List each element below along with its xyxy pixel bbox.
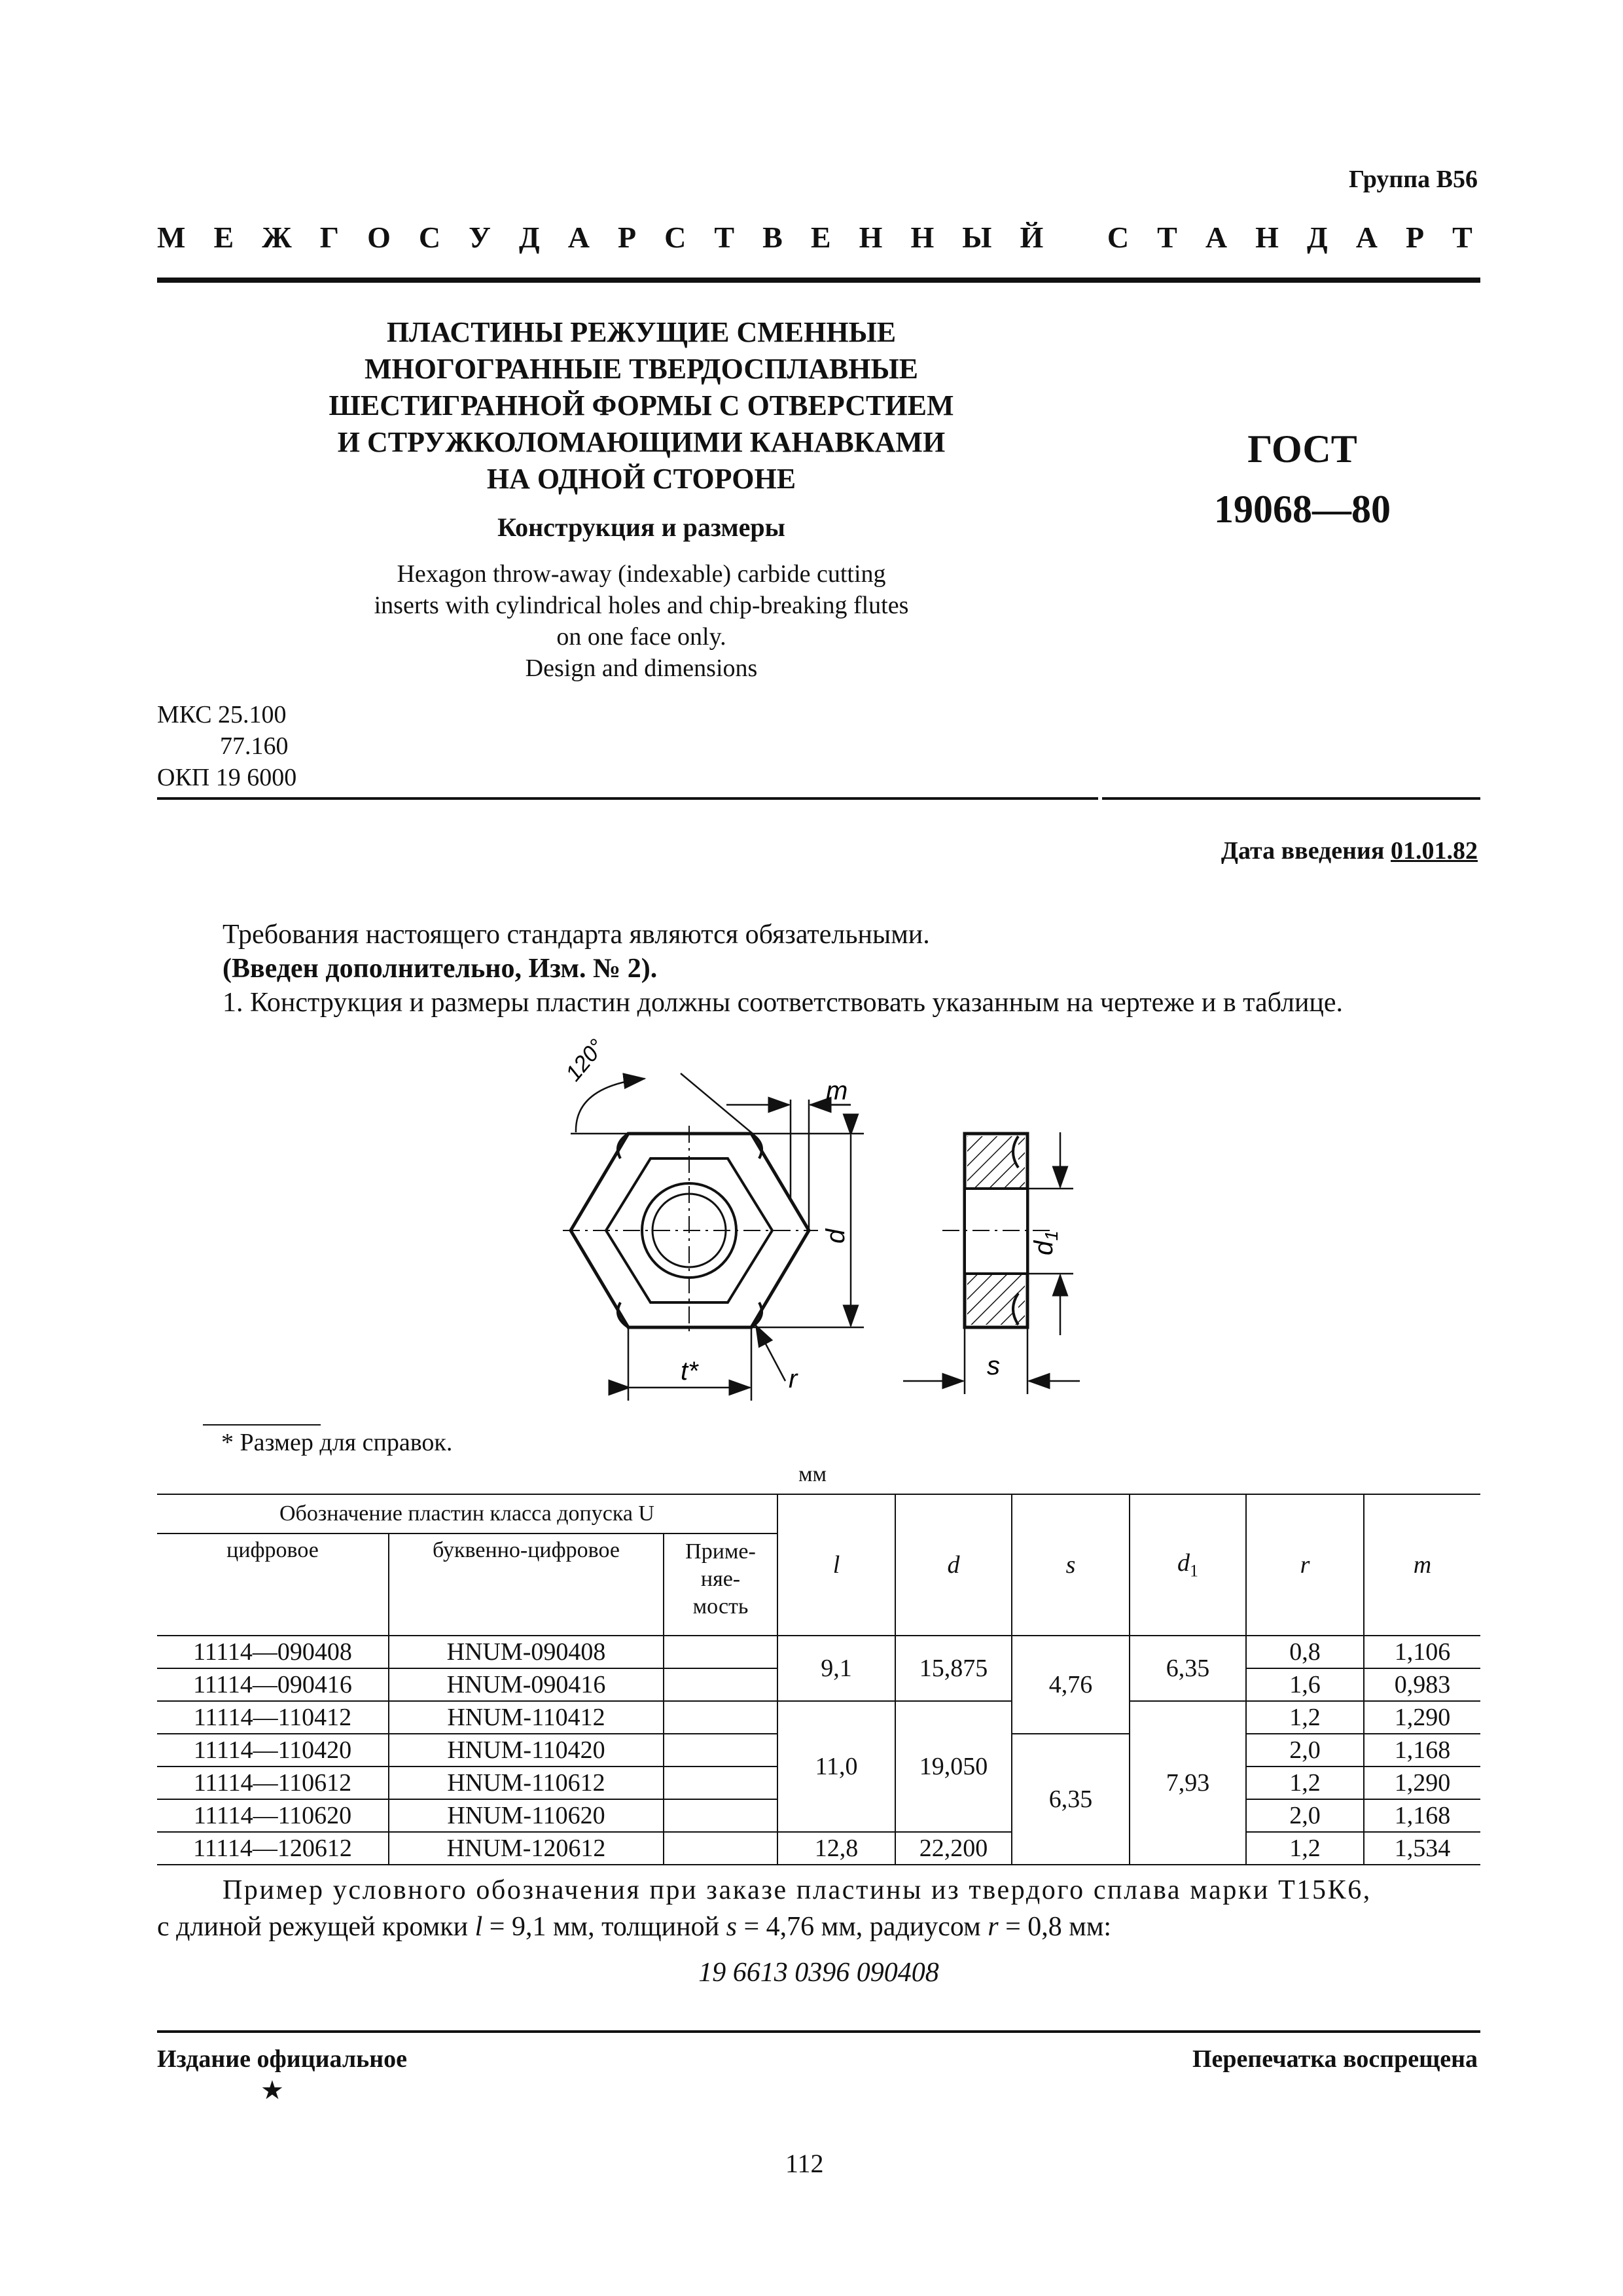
reprint-prohibited: Перепечатка воспрещена (1192, 2045, 1478, 2073)
cell-m: 1,534 (1364, 1832, 1480, 1865)
angle-dimension (571, 1073, 753, 1134)
cell-numeric: 11114—110612 (157, 1767, 389, 1799)
cell-m: 0,983 (1364, 1668, 1480, 1701)
cell-numeric: 11114—090408 (157, 1636, 389, 1668)
col-header-r: r (1246, 1494, 1364, 1636)
heading-letter: Р (1405, 221, 1425, 254)
example-line-2 (157, 1909, 1480, 1945)
heading-letter: Т (1452, 221, 1472, 254)
table-row (157, 1832, 1480, 1865)
applicability-line-2: няе- (700, 1567, 741, 1591)
heading-letter: С (1107, 221, 1130, 254)
example-text-a: с длиной режущей кромки (157, 1912, 475, 1942)
cell-l: 9,1 (777, 1636, 895, 1701)
applicability-line-3: мость (692, 1594, 749, 1619)
gost-number: 19068—80 (1214, 488, 1391, 531)
table-row (157, 1636, 1480, 1668)
hexagon-front-view (563, 1126, 818, 1335)
col-header-d1-subscript: 1 (1190, 1561, 1198, 1581)
cell-alnum: HNUM-110412 (389, 1701, 664, 1734)
heading-letter: С (418, 221, 441, 254)
english-title-line-3: on one face only. (556, 623, 726, 651)
example-line-1: Пример условного обозначения при заказе пластины из твердого сплава марки Т15К6, (223, 1875, 1372, 1905)
intro-date-label: Дата введения (1221, 837, 1391, 865)
example-text-b: = 9,1 мм, толщиной (482, 1912, 726, 1942)
heading-letter: Ж (262, 221, 292, 254)
mks-code-2: 77.160 (220, 732, 289, 760)
heading-letter: Н (1255, 221, 1279, 254)
heading-letter: Н (910, 221, 935, 254)
example-code: 19 6613 0396 090408 (698, 1958, 939, 1988)
cell-numeric: 11114—090416 (157, 1668, 389, 1701)
heading-letter: С (664, 221, 687, 254)
okp-code: ОКП 19 6000 (157, 764, 297, 791)
cell-s: 6,35 (1012, 1734, 1130, 1865)
m-dimension (726, 1100, 851, 1230)
heading-letter: Р (617, 221, 637, 254)
paragraph-mandatory: Требования настоящего стандарта являются обязательными. (223, 920, 930, 950)
cell-l: 12,8 (777, 1832, 895, 1865)
col-header-applicability (664, 1534, 777, 1636)
heading-letter: А (1355, 221, 1378, 254)
example-symbol-r: r (988, 1912, 999, 1942)
example-symbol-s: s (726, 1912, 737, 1942)
intro-date-value: 01.01.82 (1391, 837, 1478, 865)
heading-letter: Г (319, 221, 340, 254)
order-example (157, 1872, 1480, 1945)
cell-m: 1,168 (1364, 1734, 1480, 1767)
cell-r: 1,2 (1246, 1701, 1364, 1734)
t-label: t* (681, 1357, 698, 1386)
cell-r: 1,2 (1246, 1832, 1364, 1865)
cell-d: 19,050 (895, 1701, 1012, 1832)
heading-letter: М (157, 221, 186, 254)
cell-d: 15,875 (895, 1636, 1012, 1701)
cell-applicability (664, 1767, 777, 1799)
cell-numeric: 11114—110420 (157, 1734, 389, 1767)
col-header-numeric: цифровое (157, 1534, 389, 1636)
cell-applicability (664, 1636, 777, 1668)
footnote: * Размер для справок. (221, 1429, 453, 1456)
heading-letter: Д (1306, 221, 1328, 254)
d1-subscript: 1 (1041, 1230, 1061, 1241)
heading-letter: О (367, 221, 391, 254)
example-text-c: = 4,76 мм, радиусом (736, 1912, 988, 1942)
cell-numeric: 11114—120612 (157, 1832, 389, 1865)
cell-l: 11,0 (777, 1701, 895, 1832)
heading-letter: Ы (962, 221, 992, 254)
cell-m: 1,290 (1364, 1767, 1480, 1799)
r-leader (756, 1325, 785, 1381)
gost-label: ГОСТ (1247, 427, 1357, 471)
title-line-1: ПЛАСТИНЫ РЕЖУЩИЕ СМЕННЫЕ (386, 316, 897, 348)
title-line-4: И СТРУЖКОЛОМАЮЩИМИ КАНАВКАМИ (337, 426, 946, 458)
m-label: m (826, 1077, 848, 1105)
example-symbol-l: l (474, 1912, 483, 1942)
heading-letter: Е (213, 221, 234, 254)
heading-letter: Е (810, 221, 831, 254)
cell-alnum: HNUM-120612 (389, 1832, 664, 1865)
cell-applicability (664, 1668, 777, 1701)
angle-label: 120° (561, 1034, 610, 1086)
cell-d1: 7,93 (1130, 1701, 1246, 1865)
english-title-line-4: Design and dimensions (525, 655, 758, 682)
paragraph-1: 1. Конструкция и размеры пластин должны соответствовать указанным на чертеже и в таблице. (223, 988, 1344, 1018)
cell-r: 2,0 (1246, 1734, 1364, 1767)
heading-letter: Т (1157, 221, 1177, 254)
title-line-2: МНОГОГРАННЫЕ ТВЕРДОСПЛАВНЫЕ (364, 353, 919, 385)
col-header-alnum: буквенно-цифровое (389, 1534, 664, 1636)
r-label: r (789, 1365, 798, 1393)
footer-rule (157, 2030, 1480, 2033)
english-title-line-2: inserts with cylindrical holes and chip-breaking flutes (374, 592, 909, 619)
heading-letter: Д (518, 221, 540, 254)
d1-label: $d_1$ (1029, 1230, 1061, 1255)
cell-m: 1,106 (1364, 1636, 1480, 1668)
col-header-d1 (1130, 1494, 1246, 1636)
heading-letter: Й (1020, 221, 1044, 254)
footnote-rule (203, 1424, 321, 1426)
col-header-d: d (895, 1494, 1012, 1636)
cell-alnum: HNUM-110620 (389, 1799, 664, 1832)
cell-r: 1,2 (1246, 1767, 1364, 1799)
official-edition: Издание официальное (157, 2045, 408, 2073)
d-label: d (821, 1229, 850, 1244)
table-row (157, 1701, 1480, 1734)
dimensions-table (157, 1494, 1480, 1865)
cell-applicability (664, 1832, 777, 1865)
cell-applicability (664, 1799, 777, 1832)
cell-d1: 6,35 (1130, 1636, 1246, 1701)
col-header-d1-symbol: d (1177, 1549, 1190, 1577)
heading-letter: В (762, 221, 783, 254)
heading-letter: А (567, 221, 590, 254)
subtitle: Конструкция и размеры (497, 512, 785, 542)
mks-code-1: МКС 25.100 (157, 701, 287, 728)
cell-alnum: HNUM-090416 (389, 1668, 664, 1701)
example-text-d: = 0,8 мм: (998, 1912, 1112, 1942)
cell-applicability (664, 1734, 777, 1767)
table-unit: мм (798, 1462, 827, 1486)
heading-letter: Т (714, 221, 735, 254)
title-line-5: НА ОДНОЙ СТОРОНЕ (486, 463, 796, 495)
cell-applicability (664, 1701, 777, 1734)
cell-d: 22,200 (895, 1832, 1012, 1865)
cell-m: 1,168 (1364, 1799, 1480, 1832)
cell-r: 0,8 (1246, 1636, 1364, 1668)
cell-alnum: HNUM-110420 (389, 1734, 664, 1767)
col-header-m: m (1364, 1494, 1480, 1636)
page-number: 112 (785, 2149, 824, 2178)
english-title-line-1: Hexagon throw-away (indexable) carbide cutting (397, 560, 886, 588)
heading-letter: У (469, 221, 491, 254)
cell-s: 4,76 (1012, 1636, 1130, 1734)
applicability-line-1: Приме- (685, 1539, 756, 1564)
cell-r: 1,6 (1246, 1668, 1364, 1701)
col-header-s: s (1012, 1494, 1130, 1636)
cell-alnum: HNUM-110612 (389, 1767, 664, 1799)
cell-numeric: 11114—110412 (157, 1701, 389, 1734)
heading-letter: А (1205, 221, 1228, 254)
col-header-l: l (777, 1494, 895, 1636)
s-label: s (987, 1352, 1000, 1380)
cell-alnum: HNUM-090408 (389, 1636, 664, 1668)
cell-r: 2,0 (1246, 1799, 1364, 1832)
cell-m: 1,290 (1364, 1701, 1480, 1734)
group-label: Группа В56 (1348, 166, 1478, 193)
insert-side-section (942, 1134, 1054, 1327)
paragraph-amendment: (Введен дополнительно, Изм. № 2). (223, 954, 658, 984)
title-line-3: ШЕСТИГРАННОЙ ФОРМЫ С ОТВЕРСТИЕМ (329, 389, 954, 422)
cell-numeric: 11114—110620 (157, 1799, 389, 1832)
star-icon: ★ (260, 2075, 284, 2105)
heading-letter: Н (859, 221, 883, 254)
group-header: Обозначение пластин класса допуска U (157, 1494, 777, 1534)
